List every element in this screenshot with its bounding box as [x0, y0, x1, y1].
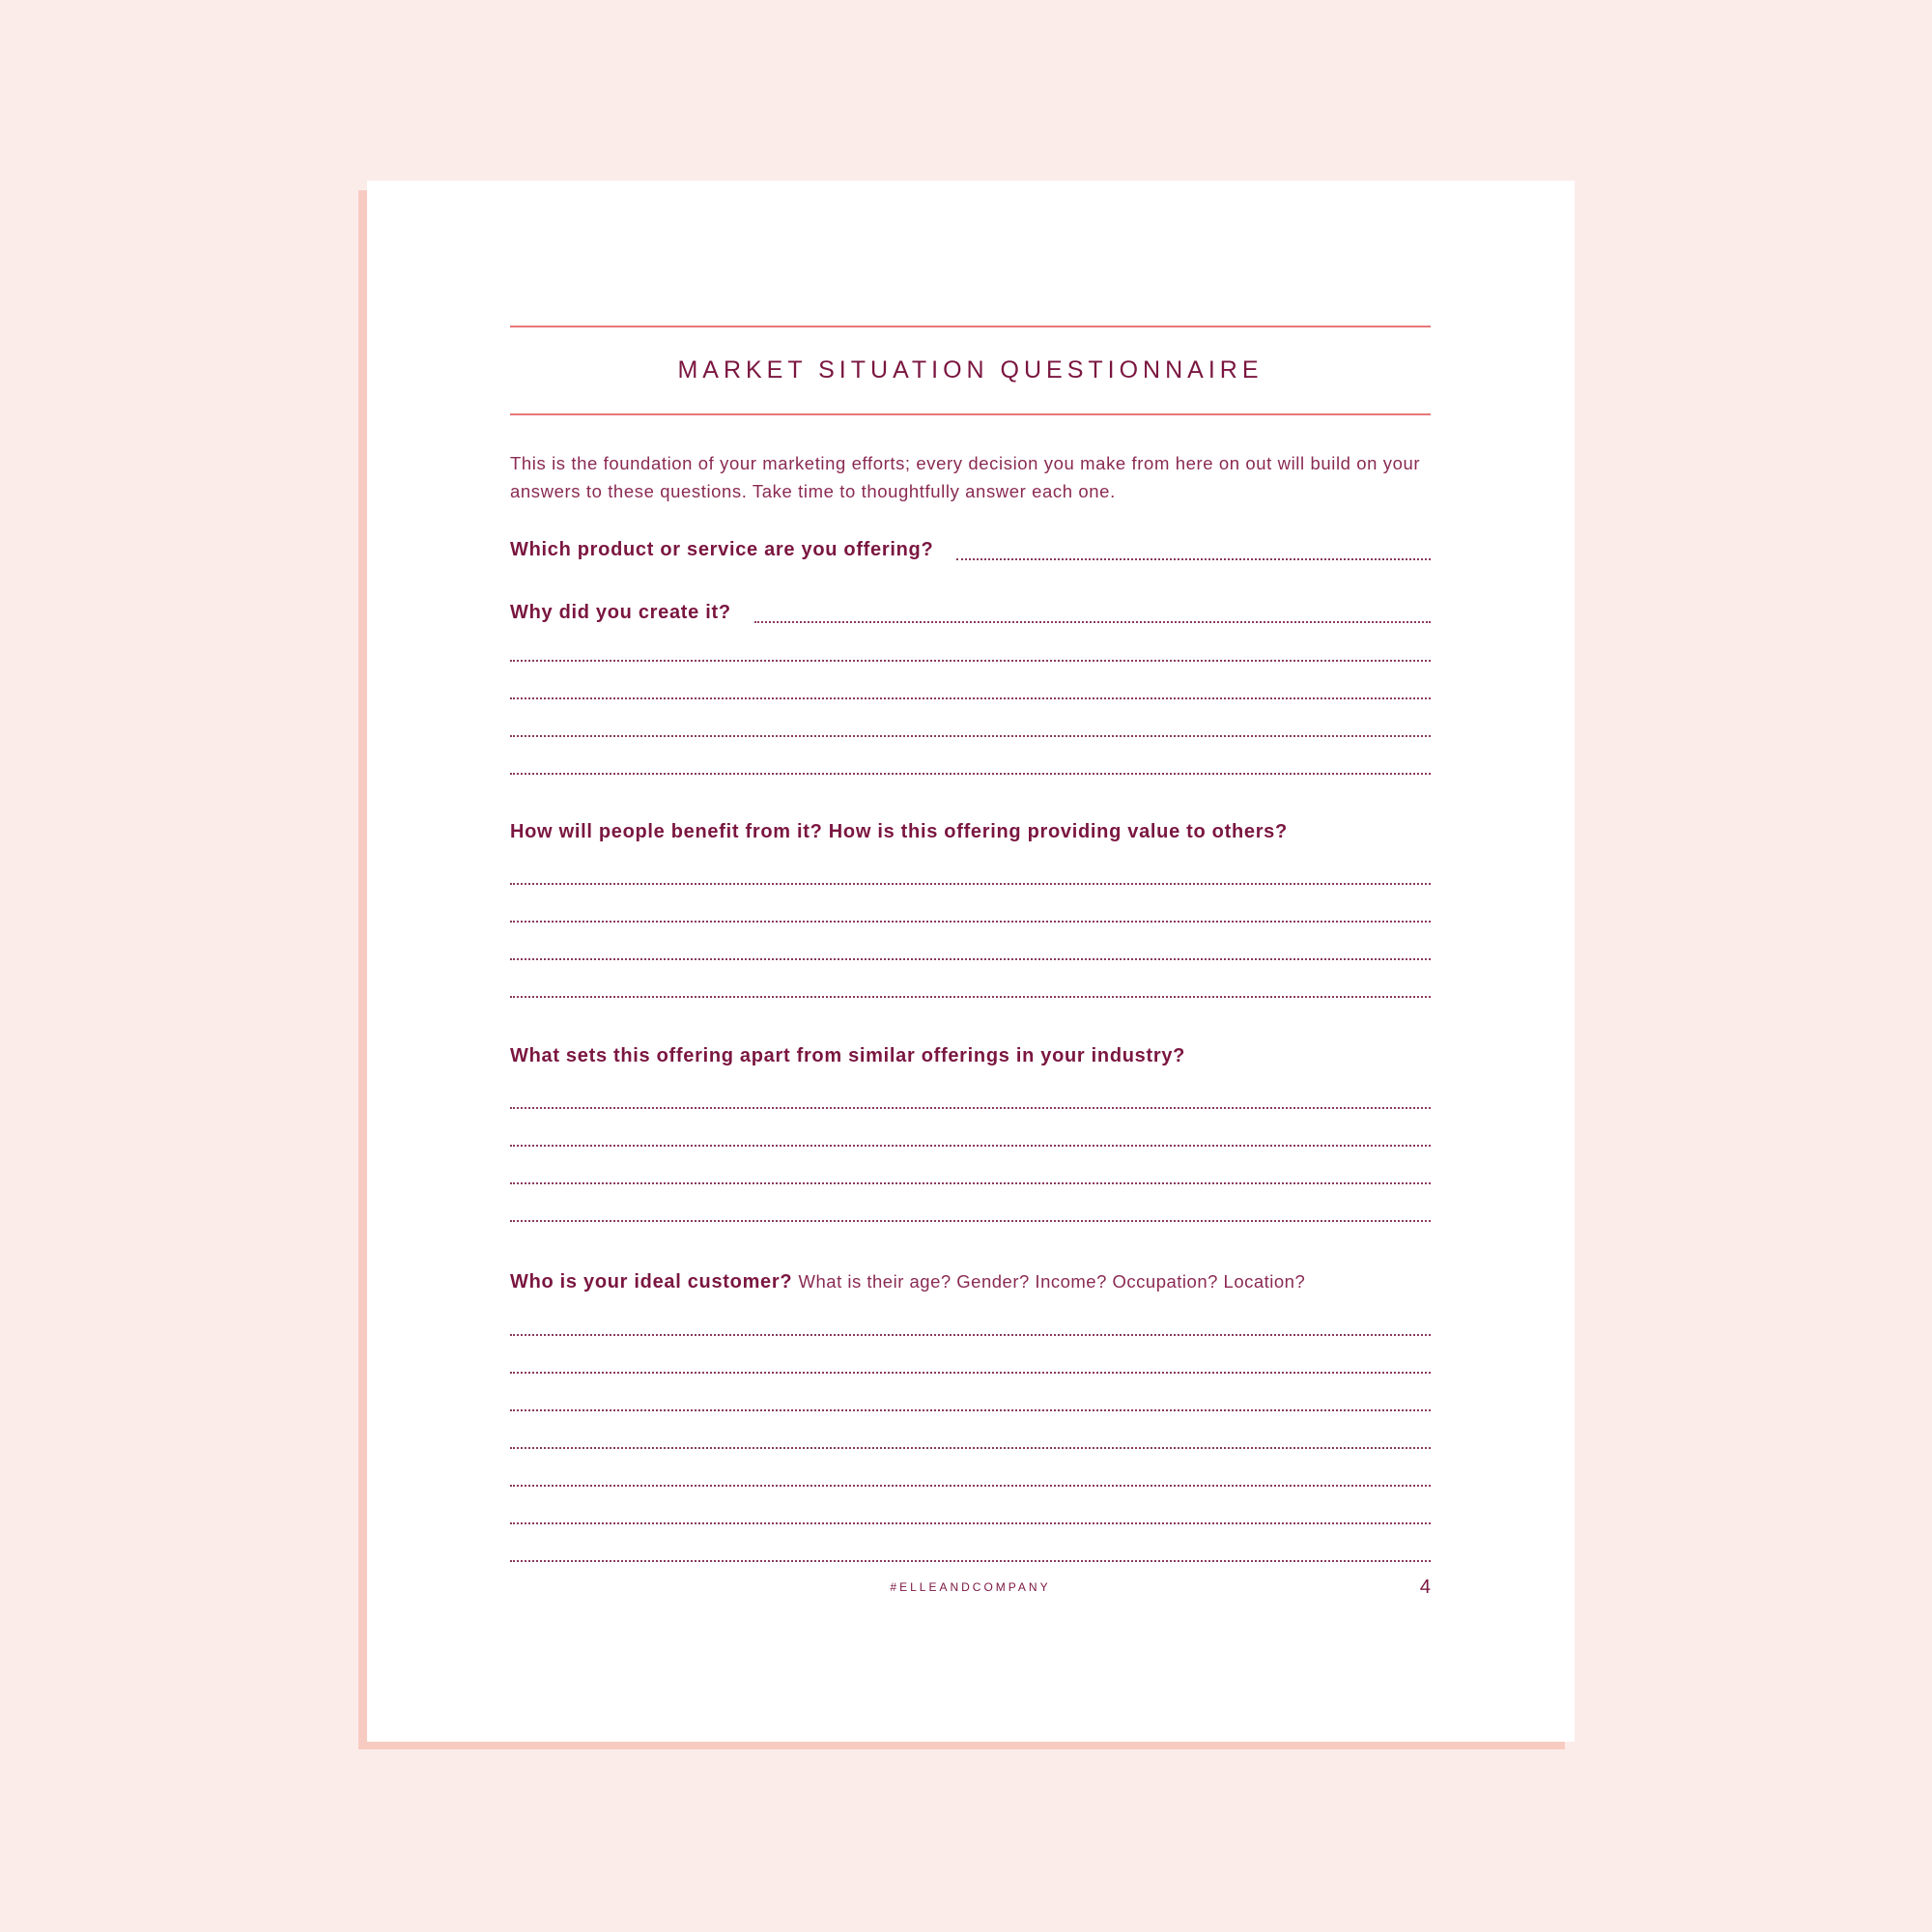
answer-line[interactable] — [510, 1109, 1431, 1147]
worksheet-content — [510, 326, 1431, 1562]
worksheet-page — [367, 181, 1575, 1742]
answer-line[interactable] — [510, 1336, 1431, 1374]
footer-hashtag: #ELLEANDCOMPANY — [890, 1580, 1051, 1594]
answer-lines — [510, 1070, 1431, 1222]
answer-line[interactable] — [510, 1487, 1431, 1524]
answer-lines — [510, 846, 1431, 998]
question-label: What sets this offering apart from similar offerings in your industry? — [510, 1045, 1186, 1066]
answer-line[interactable] — [956, 558, 1431, 560]
question-block-why-created — [510, 588, 1431, 775]
question-row — [510, 1032, 1431, 1070]
question-label — [510, 1269, 1305, 1296]
question-label: Which product or service are you offering? — [510, 539, 934, 560]
question-label-main: Who is your ideal customer? — [510, 1271, 793, 1293]
question-label: Why did you create it? — [510, 602, 731, 623]
question-block-ideal-customer — [510, 1258, 1431, 1562]
question-row — [510, 808, 1431, 846]
answer-line[interactable] — [510, 885, 1431, 923]
page-title: MARKET SITUATION QUESTIONNAIRE — [677, 356, 1264, 384]
page-footer — [510, 1573, 1431, 1602]
question-block-differentiation — [510, 1032, 1431, 1222]
page-number: 4 — [1419, 1577, 1431, 1598]
answer-line[interactable] — [510, 1070, 1431, 1109]
question-block-offering — [510, 526, 1431, 564]
answer-lines — [510, 627, 1431, 775]
answer-line[interactable] — [510, 1449, 1431, 1487]
answer-line[interactable] — [510, 846, 1431, 885]
answer-line[interactable] — [510, 737, 1431, 775]
answer-line[interactable] — [510, 662, 1431, 699]
title-bottom-rule — [510, 413, 1431, 415]
answer-line[interactable] — [510, 1524, 1431, 1562]
answer-line[interactable] — [510, 627, 1431, 662]
answer-line[interactable] — [754, 621, 1431, 623]
intro-paragraph: This is the foundation of your marketing efforts; every decision you make from here on out will build on your answers to these questions. Take time to thoughtfully answer each one. — [510, 453, 1421, 501]
question-label: How will people benefit from it? How is this offering providing value to others? — [510, 821, 1288, 842]
question-row — [510, 588, 1431, 627]
question-row — [510, 526, 1431, 564]
answer-line[interactable] — [510, 1296, 1431, 1336]
question-block-benefit — [510, 808, 1431, 998]
answer-line[interactable] — [510, 1411, 1431, 1449]
answer-line[interactable] — [510, 1147, 1431, 1184]
answer-line[interactable] — [510, 699, 1431, 737]
question-row — [510, 1258, 1431, 1296]
question-sublabel: What is their age? Gender? Income? Occupation? Location? — [798, 1271, 1306, 1292]
answer-line[interactable] — [510, 923, 1431, 960]
answer-line[interactable] — [510, 1184, 1431, 1222]
answer-line[interactable] — [510, 960, 1431, 998]
answer-lines — [510, 1296, 1431, 1562]
answer-line[interactable] — [510, 1374, 1431, 1411]
